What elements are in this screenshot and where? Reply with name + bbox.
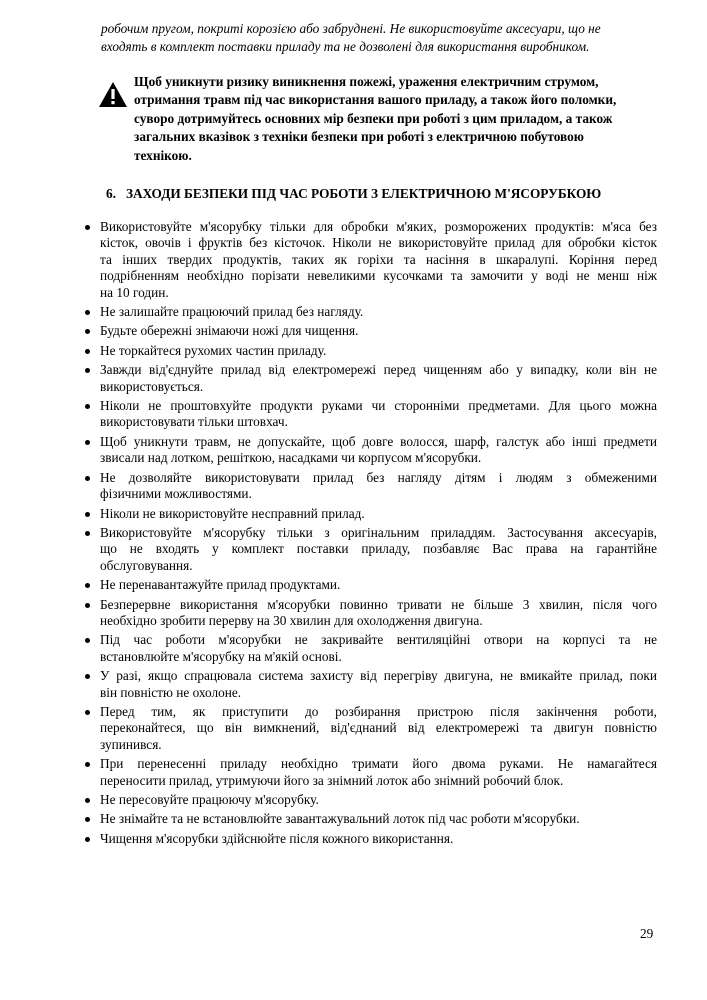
list-item-line: Не дозволяйте використовувати прилад без нагляду дітям і людям з обмеженими [100, 469, 657, 485]
intro-line: входять в комплект поставки приладу та не дозволені для використання виробником. [101, 38, 590, 54]
list-item [0, 362, 657, 395]
bullet-icon [85, 638, 90, 643]
section-title: ЗАХОДИ БЕЗПЕКИ ПІД ЧАС РОБОТИ З ЕЛЕКТРИЧНОЮ М'ЯСОРУБКОЮ [126, 186, 602, 201]
warning-line: отримання травм під час використання вашого приладу, а також його поломки, [134, 92, 617, 108]
list-item-line: У разі, якщо спрацювала система захисту від перегріву двигуна, не вмикайте прилад, поки [100, 668, 657, 684]
list-item-line: Безперервне використання м'ясорубки повинно тривати не більше 3 хвилин, після чого [100, 596, 657, 612]
safety-list [0, 219, 707, 850]
list-item-line: Чищення м'ясорубки здійснюйте після кожного використання. [100, 830, 454, 846]
bullet-icon [85, 404, 90, 409]
list-item-line: зупинився. [100, 736, 162, 752]
bullet-icon [85, 817, 90, 822]
list-item [0, 470, 657, 503]
list-item-line: Не знімайте та не встановлюйте завантажувальний лоток під час роботи м'ясорубки. [100, 811, 580, 827]
list-item [0, 506, 657, 522]
warning-line: суворо дотримуйтесь основних мір безпеки при роботі з цим приладом, а також [134, 110, 613, 126]
list-item [0, 323, 657, 339]
list-item-line: Ніколи не використовуйте несправний прилад. [100, 505, 365, 521]
bullet-icon [85, 762, 90, 767]
warning-line: технікою. [134, 147, 192, 163]
bullet-icon [85, 368, 90, 373]
bullet-icon [85, 531, 90, 536]
list-item [0, 577, 657, 593]
list-item [0, 343, 657, 359]
list-item-line: Завжди від'єднуйте прилад від електромережі перед чищенням або у випадку, коли він не [100, 362, 657, 378]
list-item-line: переносити прилад, утримуючи його за знімний лоток або знімний робочий блок. [100, 772, 564, 788]
bullet-icon [85, 512, 90, 517]
bullet-icon [85, 476, 90, 481]
bullet-icon [85, 349, 90, 354]
list-item-line: фізичними можливостями. [100, 486, 252, 502]
list-item-line: Використовуйте м'ясорубку тільки для обробки м'яких, розморожених продуктів: м'яса без [100, 219, 657, 234]
list-item-line: встановлюйте м'ясорубку на м'якій основі. [100, 648, 342, 664]
list-item-line: Використовуйте м'ясорубку тільки з оригінальним приладдям. Застосування аксесуарів, [100, 524, 657, 540]
warning-line: загальних вказівок з техніки безпеки при роботі з електричною побутовою [134, 129, 584, 145]
list-item [0, 756, 657, 789]
bullet-icon [85, 674, 90, 679]
bullet-icon [85, 310, 90, 315]
bullet-icon [85, 798, 90, 803]
list-item-line: Перед тим, як приступити до розбирання пристрою після закінчення роботи, [100, 703, 657, 719]
list-item [0, 792, 657, 808]
list-item-line: звисали над лотком, решіткою, насадками чи корпусом м'ясорубки. [100, 450, 482, 466]
list-item-line: Не пересовуйте працюючу м'ясорубку. [100, 792, 319, 807]
list-item [0, 597, 657, 630]
intro-paragraph [101, 20, 658, 55]
list-item-line: Не залишайте працюючий прилад без нагляду. [100, 304, 364, 320]
list-item [0, 811, 657, 827]
section-number: 6. [106, 186, 116, 201]
list-item-line: Не торкайтеся рухомих частин приладу. [100, 342, 327, 358]
list-item-line: Щоб уникнути травм, не допускайте, щоб довге волосся, шарф, галстук або інші предмети [100, 433, 657, 449]
list-item [0, 668, 657, 701]
list-item-line: При перенесенні приладу необхідно тримати його двома руками. Не намагайтеся [100, 756, 657, 772]
list-item-line: використовується. [100, 378, 204, 394]
list-item-line: переконайтеся, що він вимкнений, від'єднаний від електромережі та двигун повністю [100, 720, 657, 736]
list-item [0, 398, 657, 431]
list-item-line: він повністю не охолоне. [100, 684, 242, 700]
list-item [0, 525, 657, 574]
list-item-line: Ніколи не проштовхуйте продукти руками чи сторонніми предметами. Для цього можна [100, 398, 657, 414]
list-item [0, 304, 657, 320]
bullet-icon [85, 329, 90, 334]
list-item [0, 219, 657, 301]
list-item [0, 831, 657, 847]
bullet-icon [85, 225, 90, 230]
list-item-line: що не входять у комплект поставки приладу, позбавляє Вас права на гарантійне [100, 541, 657, 557]
warning-line: Щоб уникнути ризику виникнення пожежі, ураження електричним струмом, [134, 74, 599, 89]
list-item-line: на 10 годин. [100, 284, 169, 300]
list-item [0, 632, 657, 665]
list-item [0, 704, 657, 753]
bullet-icon [85, 440, 90, 445]
list-item-line: та інших твердих продуктів, таких як горіхи та насіння в шкаралупі. Коріння перед [100, 251, 657, 267]
list-item-line: подрібненням необхідно порізати невеликими кусочками та замочити у воді не менш ніж [100, 268, 657, 284]
list-item-line: Під час роботи м'ясорубки не закривайте вентиляційні отвори на корпусі та не [100, 632, 657, 648]
warning-paragraph [134, 73, 669, 165]
bullet-icon [85, 603, 90, 608]
list-item-line: необхідно зробити перерву на 30 хвилин для охолодження двигуна. [100, 612, 483, 628]
section-heading [106, 185, 666, 203]
list-item-line: використовувати тільки штовхач. [100, 414, 288, 430]
list-item [0, 434, 657, 467]
bullet-icon [85, 837, 90, 842]
list-item-line: Не перенавантажуйте прилад продуктами. [100, 577, 341, 593]
bullet-icon [85, 710, 90, 715]
list-item-line: Будьте обережні знімаючи ножі для чищення. [100, 323, 359, 339]
bullet-icon [85, 583, 90, 588]
intro-line: робочим пругом, покриті корозією або забруднені. Не використовуйте аксесуари, що не [101, 21, 601, 36]
list-item-line: кісток, овочів і фруктів без кісточок. Ніколи не використовуйте прилад для обробки кісток [100, 235, 657, 251]
page-number: 29 [640, 926, 654, 941]
warning-triangle-icon [98, 81, 128, 108]
list-item-line: обслуговування. [100, 557, 193, 573]
